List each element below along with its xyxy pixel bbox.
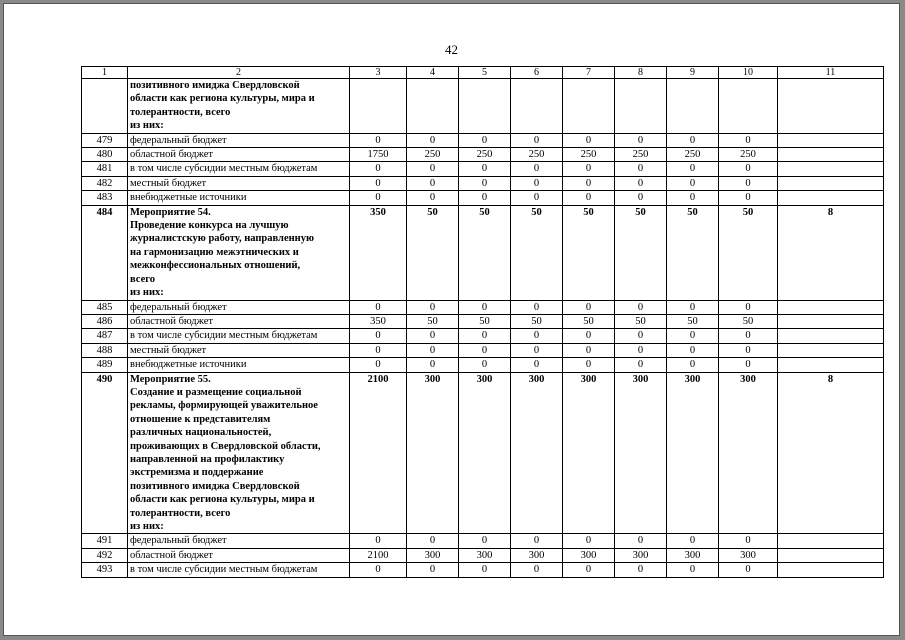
activity-description-line: всего (130, 273, 156, 285)
amount-cell: 50 (719, 314, 778, 328)
amount-cell: 50 (459, 205, 511, 300)
funding-row (82, 148, 884, 162)
activity-row (82, 372, 884, 534)
funding-source-label: федеральный бюджет (128, 534, 350, 548)
row-number: 482 (82, 176, 128, 190)
column-header-3: 3 (350, 67, 407, 79)
activity-description-line: из них: (130, 521, 164, 532)
amount-cell: 50 (511, 314, 563, 328)
funding-source-label: федеральный бюджет (128, 133, 350, 147)
amount-cell: 0 (563, 329, 615, 343)
amount-cell: 2100 (350, 372, 407, 534)
empty-cell (511, 79, 563, 134)
amount-cell: 0 (719, 191, 778, 205)
amount-cell: 0 (563, 563, 615, 577)
funding-row (82, 548, 884, 562)
activity-description-line: отношение к представителям (130, 413, 271, 425)
row-number: 487 (82, 329, 128, 343)
amount-cell: 0 (350, 534, 407, 548)
activity-description (128, 205, 350, 300)
empty-cell (407, 79, 459, 134)
amount-cell: 250 (667, 148, 719, 162)
amount-cell: 0 (511, 343, 563, 357)
funding-row (82, 358, 884, 372)
amount-cell: 0 (615, 300, 667, 314)
column-header-4: 4 (407, 67, 459, 79)
column-number-row (82, 67, 884, 79)
funding-source-label: областной бюджет (128, 148, 350, 162)
amount-cell: 250 (719, 148, 778, 162)
amount-cell: 0 (667, 358, 719, 372)
target-indicator-cell: 8 (778, 205, 884, 300)
row-number: 488 (82, 343, 128, 357)
activity-description-line: толерантности, всего (130, 507, 231, 519)
amount-cell: 0 (511, 358, 563, 372)
target-indicator-cell (778, 162, 884, 176)
amount-cell: 0 (667, 343, 719, 357)
column-header-11: 11 (778, 67, 884, 79)
continuation-line: области как региона культуры, мира и (130, 93, 315, 105)
amount-cell: 250 (563, 148, 615, 162)
amount-cell: 1750 (350, 148, 407, 162)
activity-description (128, 372, 350, 534)
amount-cell: 0 (719, 358, 778, 372)
activity-description-line: направленной на профилактику (130, 453, 285, 465)
continuation-text (128, 79, 350, 134)
amount-cell: 2100 (350, 548, 407, 562)
row-number: 491 (82, 534, 128, 548)
funding-source-label: в том числе субсидии местным бюджетам (128, 563, 350, 577)
amount-cell: 50 (407, 314, 459, 328)
amount-cell: 0 (667, 176, 719, 190)
funding-row (82, 300, 884, 314)
amount-cell: 0 (511, 162, 563, 176)
target-indicator-cell (778, 329, 884, 343)
continuation-line: позитивного имиджа Свердловской (130, 80, 300, 91)
amount-cell: 0 (511, 563, 563, 577)
activity-description-line: из них: (130, 287, 164, 299)
amount-cell: 0 (407, 133, 459, 147)
activity-description-line: межконфессиональных отношений, (130, 260, 301, 272)
funding-row (82, 534, 884, 548)
amount-cell: 0 (719, 300, 778, 314)
amount-cell: 0 (459, 329, 511, 343)
amount-cell: 300 (615, 372, 667, 534)
activity-description-line: различных национальностей, (130, 427, 272, 439)
amount-cell: 0 (407, 534, 459, 548)
amount-cell: 0 (459, 563, 511, 577)
amount-cell: 0 (350, 343, 407, 357)
row-number: 484 (82, 205, 128, 300)
activity-description-line: экстремизма и поддержание (130, 467, 264, 479)
amount-cell: 0 (407, 358, 459, 372)
amount-cell: 0 (407, 191, 459, 205)
target-indicator-cell (778, 343, 884, 357)
amount-cell: 50 (511, 205, 563, 300)
funding-row (82, 343, 884, 357)
amount-cell: 300 (719, 372, 778, 534)
amount-cell: 0 (563, 191, 615, 205)
amount-cell: 250 (511, 148, 563, 162)
amount-cell: 0 (563, 534, 615, 548)
amount-cell: 50 (667, 314, 719, 328)
funding-source-label: местный бюджет (128, 343, 350, 357)
document-page (3, 3, 900, 636)
amount-cell: 0 (615, 534, 667, 548)
funding-source-label: в том числе субсидии местным бюджетам (128, 162, 350, 176)
amount-cell: 0 (563, 358, 615, 372)
continuation-line: из них: (130, 120, 164, 132)
amount-cell: 300 (407, 548, 459, 562)
amount-cell: 0 (615, 358, 667, 372)
empty-cell (563, 79, 615, 134)
funding-source-label: областной бюджет (128, 314, 350, 328)
column-header-8: 8 (615, 67, 667, 79)
activity-description-line: Создание и размещение социальной (130, 386, 302, 398)
amount-cell: 0 (350, 133, 407, 147)
amount-cell: 0 (719, 563, 778, 577)
funding-row (82, 314, 884, 328)
activity-description-line: журналистскую работу, направленную (130, 233, 314, 245)
activity-description-line: Проведение конкурса на лучшую (130, 220, 289, 232)
amount-cell: 300 (719, 548, 778, 562)
amount-cell: 0 (719, 176, 778, 190)
amount-cell: 300 (407, 372, 459, 534)
funding-source-label: местный бюджет (128, 176, 350, 190)
amount-cell: 50 (615, 205, 667, 300)
amount-cell: 0 (350, 300, 407, 314)
amount-cell: 350 (350, 314, 407, 328)
empty-cell (350, 79, 407, 134)
amount-cell: 50 (563, 205, 615, 300)
target-indicator-cell (778, 534, 884, 548)
activity-row (82, 205, 884, 300)
amount-cell: 50 (667, 205, 719, 300)
target-indicator-cell (778, 358, 884, 372)
funding-source-label: в том числе субсидии местным бюджетам (128, 329, 350, 343)
target-indicator-cell (778, 148, 884, 162)
page-number: 42 (445, 42, 458, 57)
target-indicator-cell (778, 563, 884, 577)
amount-cell: 0 (615, 162, 667, 176)
row-number: 481 (82, 162, 128, 176)
funding-row (82, 191, 884, 205)
amount-cell: 0 (615, 133, 667, 147)
empty-cell (615, 79, 667, 134)
row-number: 486 (82, 314, 128, 328)
amount-cell: 50 (459, 314, 511, 328)
amount-cell: 0 (459, 534, 511, 548)
funding-source-label: внебюджетные источники (128, 358, 350, 372)
continuation-line: толерантности, всего (130, 106, 231, 118)
activity-description-line: проживающих в Свердловской области, (130, 440, 321, 452)
amount-cell: 0 (459, 162, 511, 176)
activity-description-line: Мероприятие 55. (130, 373, 211, 385)
amount-cell: 0 (407, 300, 459, 314)
column-header-9: 9 (667, 67, 719, 79)
row-number: 485 (82, 300, 128, 314)
target-indicator-cell (778, 300, 884, 314)
amount-cell: 0 (667, 329, 719, 343)
empty-cell (82, 79, 128, 134)
target-indicator-cell (778, 133, 884, 147)
amount-cell: 0 (719, 162, 778, 176)
amount-cell: 0 (511, 329, 563, 343)
amount-cell: 250 (459, 148, 511, 162)
amount-cell: 0 (407, 343, 459, 357)
amount-cell: 0 (615, 563, 667, 577)
funding-source-label: областной бюджет (128, 548, 350, 562)
funding-row (82, 563, 884, 577)
amount-cell: 0 (615, 343, 667, 357)
continuation-row (82, 79, 884, 134)
amount-cell: 300 (459, 372, 511, 534)
amount-cell: 0 (407, 176, 459, 190)
amount-cell: 0 (719, 343, 778, 357)
amount-cell: 0 (667, 191, 719, 205)
target-indicator-cell (778, 548, 884, 562)
amount-cell: 0 (459, 300, 511, 314)
amount-cell: 0 (563, 300, 615, 314)
amount-cell: 300 (511, 372, 563, 534)
empty-cell (778, 79, 884, 134)
row-number: 493 (82, 563, 128, 577)
amount-cell: 0 (563, 343, 615, 357)
amount-cell: 0 (615, 329, 667, 343)
amount-cell: 0 (563, 176, 615, 190)
row-number: 479 (82, 133, 128, 147)
amount-cell: 0 (511, 534, 563, 548)
amount-cell: 0 (511, 300, 563, 314)
amount-cell: 0 (459, 176, 511, 190)
amount-cell: 0 (350, 191, 407, 205)
amount-cell: 0 (350, 162, 407, 176)
amount-cell: 0 (667, 300, 719, 314)
row-number: 489 (82, 358, 128, 372)
empty-cell (719, 79, 778, 134)
amount-cell: 50 (719, 205, 778, 300)
amount-cell: 0 (407, 162, 459, 176)
amount-cell: 300 (563, 548, 615, 562)
empty-cell (459, 79, 511, 134)
column-header-2: 2 (128, 67, 350, 79)
column-header-7: 7 (563, 67, 615, 79)
amount-cell: 0 (459, 133, 511, 147)
row-number: 483 (82, 191, 128, 205)
column-header-6: 6 (511, 67, 563, 79)
table-body (82, 67, 884, 578)
column-header-1: 1 (82, 67, 128, 79)
amount-cell: 0 (459, 358, 511, 372)
empty-cell (667, 79, 719, 134)
amount-cell: 300 (563, 372, 615, 534)
activity-description-line: рекламы, формирующей уважительное (130, 400, 318, 412)
target-indicator-cell: 8 (778, 372, 884, 534)
amount-cell: 50 (563, 314, 615, 328)
funding-row (82, 176, 884, 190)
amount-cell: 0 (719, 329, 778, 343)
amount-cell: 0 (719, 534, 778, 548)
activity-description-line: позитивного имиджа Свердловской (130, 480, 300, 492)
amount-cell: 0 (459, 343, 511, 357)
activity-description-line: области как региона культуры, мира и (130, 494, 315, 506)
amount-cell: 0 (407, 563, 459, 577)
amount-cell: 0 (350, 329, 407, 343)
amount-cell: 300 (667, 548, 719, 562)
activity-description-line: Мероприятие 54. (130, 206, 211, 218)
amount-cell: 0 (563, 133, 615, 147)
amount-cell: 300 (459, 548, 511, 562)
amount-cell: 0 (667, 534, 719, 548)
amount-cell: 0 (350, 358, 407, 372)
amount-cell: 0 (511, 176, 563, 190)
amount-cell: 0 (563, 162, 615, 176)
amount-cell: 0 (350, 563, 407, 577)
amount-cell: 0 (615, 191, 667, 205)
amount-cell: 250 (407, 148, 459, 162)
amount-cell: 250 (615, 148, 667, 162)
row-number: 480 (82, 148, 128, 162)
amount-cell: 0 (719, 133, 778, 147)
amount-cell: 0 (459, 191, 511, 205)
budget-table (81, 66, 884, 578)
amount-cell: 0 (511, 133, 563, 147)
funding-source-label: федеральный бюджет (128, 300, 350, 314)
amount-cell: 350 (350, 205, 407, 300)
amount-cell: 0 (407, 329, 459, 343)
funding-row (82, 329, 884, 343)
target-indicator-cell (778, 176, 884, 190)
amount-cell: 300 (511, 548, 563, 562)
amount-cell: 0 (667, 563, 719, 577)
amount-cell: 0 (350, 176, 407, 190)
column-header-5: 5 (459, 67, 511, 79)
column-header-10: 10 (719, 67, 778, 79)
amount-cell: 50 (615, 314, 667, 328)
amount-cell: 0 (511, 191, 563, 205)
target-indicator-cell (778, 314, 884, 328)
amount-cell: 50 (407, 205, 459, 300)
amount-cell: 0 (667, 162, 719, 176)
amount-cell: 300 (667, 372, 719, 534)
row-number: 492 (82, 548, 128, 562)
funding-row (82, 162, 884, 176)
activity-description-line: на гармонизацию межэтнических и (130, 246, 299, 258)
amount-cell: 300 (615, 548, 667, 562)
funding-source-label: внебюджетные источники (128, 191, 350, 205)
amount-cell: 0 (667, 133, 719, 147)
amount-cell: 0 (615, 176, 667, 190)
row-number: 490 (82, 372, 128, 534)
funding-row (82, 133, 884, 147)
target-indicator-cell (778, 191, 884, 205)
